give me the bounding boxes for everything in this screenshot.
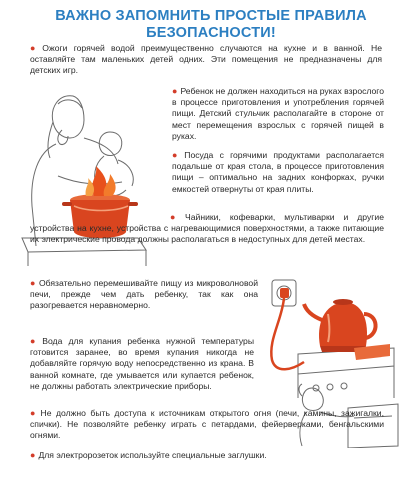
paragraph-7: ● Не должно быть доступа к источникам открытого огня (печи, камины, зажигалки, спички). Не позволяйте ребенку играть с петардами, фейерверками, бенгальскими огнями.: [30, 408, 384, 441]
paragraph-3: ● Посуда с горячими продуктами располагается подальше от края стола, в процессе приготовления пищи – оптимально на задних конфорках, ручки емкостей отвернуты от края плиты.: [172, 150, 385, 194]
bullet-icon: ●: [30, 43, 40, 53]
paragraph-4: ● Чайники, кофеварки, мультиварки и другие устройства на кухне, устройства с нагревающимися поверхностями, а также питающие их электрические провода должны располагаться в недоступных для детей местах.: [30, 212, 384, 245]
bullet-icon: ●: [170, 212, 183, 222]
bullet-icon: ●: [172, 86, 178, 96]
bullet-icon: ●: [30, 450, 36, 460]
paragraph-2: ● Ребенок не должен находиться на руках взрослого в процессе приготовления и употребления горячей пищи. Детский стульчик располагайте в стороне от мест перемещения взрослых с горячей пищей в руках.: [172, 86, 385, 141]
bullet-icon: ●: [30, 278, 36, 288]
kettle-icon: [304, 299, 376, 352]
bullet-icon: ●: [30, 408, 38, 418]
flame-icon: [86, 166, 116, 196]
paragraph-8: ● Для электророзеток используйте специальные заглушки.: [30, 450, 267, 460]
page-title: ВАЖНО ЗАПОМНИТЬ ПРОСТЫЕ ПРАВИЛА БЕЗОПАСНОСТИ!: [55, 8, 367, 41]
paragraph-1: ● Ожоги горячей водой преимущественно случаются на кухне и в ванной. Не оставляйте там маленьких детей одних. Эти помещения не предназначены для детских игр.: [30, 43, 382, 76]
paragraph-5: ● Обязательно перемешивайте пищу из микроволновой печи, прежде чем дать ребенку, так как она разогревается неравномерно.: [30, 278, 258, 311]
bullet-icon: ●: [30, 336, 40, 346]
paragraph-6: ● Вода для купания ребенка нужной температуры готовится заранее, во время купания никогда не добавляйте горячую воду непосредственно из крана. В ванной комнате, где умывается или купается ребенок, не должны работать электрические приборы.: [30, 336, 255, 391]
bullet-icon: ●: [172, 150, 182, 160]
